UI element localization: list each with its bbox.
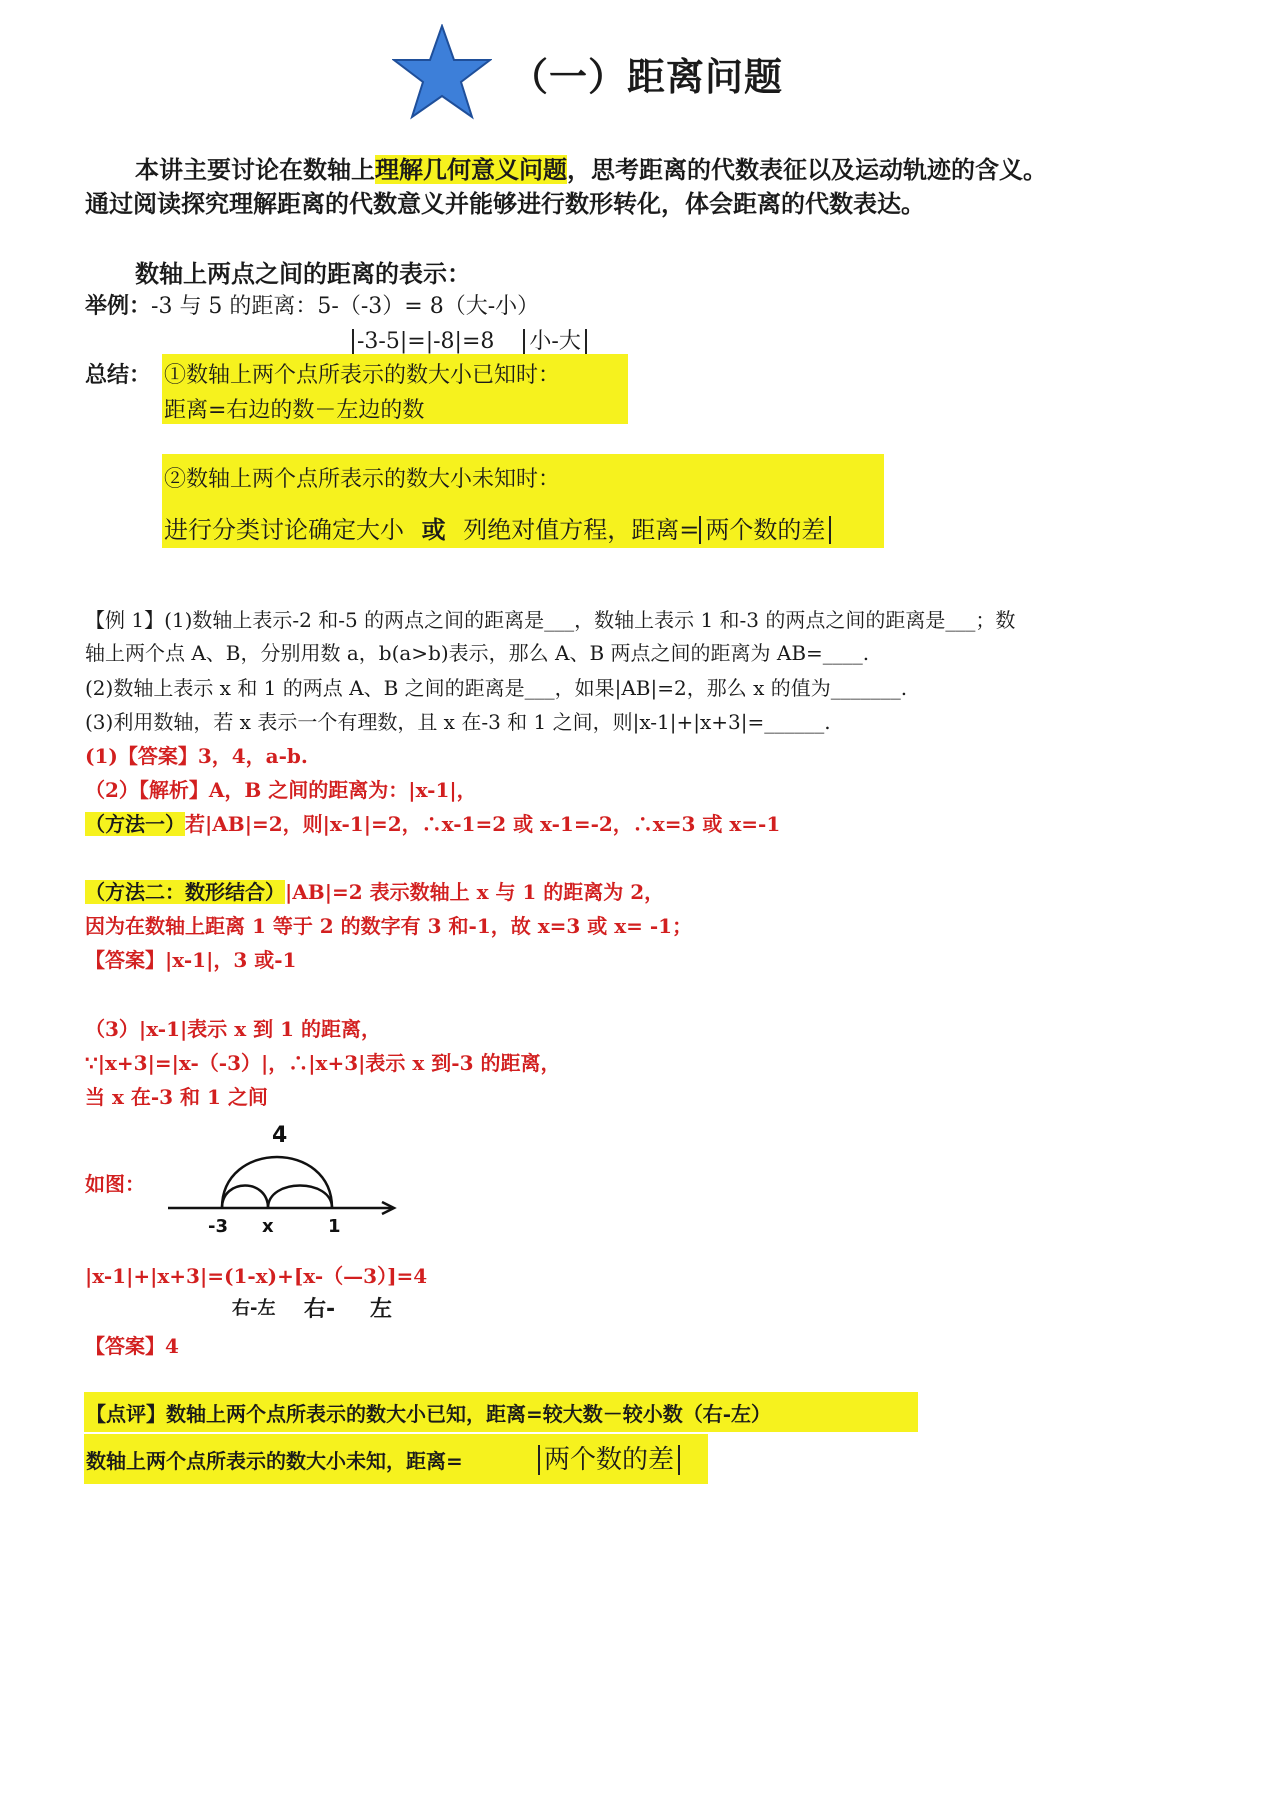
page-title: （一）距离问题 — [510, 54, 784, 99]
summary-2-line-2: 进行分类讨论确定大小 或 列绝对值方程，距离= 两个数的差 — [164, 510, 831, 545]
answer-3: 【答案】4 — [85, 1334, 179, 1358]
big-arc — [222, 1157, 332, 1208]
intro-line-2: 通过阅读探究理解距离的代数意义并能够进行数形转化，体会距离的代数表达。 — [85, 189, 925, 218]
section-heading: 数轴上两点之间的距离的表示： — [135, 259, 471, 288]
method-1: （方法一）若|AB|=2，则|x-1|=2，∴x-1=2 或 x-1=-2，∴x=3 或 x=-1 — [85, 812, 781, 836]
intro-line-1: 本讲主要讨论在数轴上理解几何意义问题，思考距离的代数表征以及运动轨迹的含义。 — [135, 155, 1047, 184]
ex1-q1-line-1: 【例 1】(1)数轴上表示-2 和-5 的两点之间的距离是___，数轴上表示 1 和-3 的两点之间的距离是___；数 — [85, 608, 1016, 632]
fig-label-minus3: -3 — [208, 1216, 228, 1237]
answer-3-line-3: 当 x 在-3 和 1 之间 — [85, 1085, 268, 1109]
left-arc — [222, 1186, 268, 1209]
fig-label-4: 4 — [272, 1123, 288, 1148]
answer-1: (1)【答案】3，4，a-b. — [85, 744, 308, 768]
method-1-label: （方法一） — [85, 812, 185, 836]
answer-3-equation: |x-1|+|x+3|=(1-x)+[x-（—3）]=4 — [85, 1264, 428, 1288]
hand-note-3: 左 — [370, 1297, 393, 1322]
review-line-2: 数轴上两个点所表示的数大小未知，距离= — [86, 1449, 463, 1473]
answer-3-line-1: （3）|x-1|表示 x 到 1 的距离， — [85, 1017, 381, 1041]
method-2: （方法二：数形结合）|AB|=2 表示数轴上 x 与 1 的距离为 2， — [85, 880, 665, 904]
summary-label: 总结： — [85, 362, 152, 388]
summary-2-line-1: ②数轴上两个点所表示的数大小未知时： — [164, 467, 561, 492]
hand-note-2: 右- — [304, 1297, 336, 1322]
review-line-2-box: 两个数的差 — [538, 1439, 680, 1476]
method-2-line-2: 因为在数轴上距离 1 等于 2 的数字有 3 和-1，故 x=3 或 x= -1； — [85, 914, 693, 938]
fig-label-1: 1 — [328, 1216, 341, 1237]
number-line-figure — [160, 1120, 420, 1240]
fig-label-x: x — [262, 1216, 274, 1237]
ex1-q2: (2)数轴上表示 x 和 1 的两点 A、B 之间的距离是___，如果|AB|=2，那么 x 的值为_______. — [85, 676, 908, 700]
answer-2: 【答案】|x-1|，3 或-1 — [85, 948, 297, 972]
intro-highlight: 理解几何意义问题 — [375, 155, 567, 184]
summary-1-line-2: 距离=右边的数－左边的数 — [164, 398, 425, 423]
example-line-1: 举例：-3 与 5 的距离：5-（-3）= 8（大-小） — [85, 293, 540, 319]
right-arc — [268, 1186, 332, 1209]
ex1-q3: (3)利用数轴，若 x 表示一个有理数，且 x 在-3 和 1 之间，则|x-1|+|x+3|=______. — [85, 710, 831, 734]
hand-note-1: 右-左 — [232, 1298, 276, 1319]
summary-1-line-1: ①数轴上两个点所表示的数大小已知时： — [164, 363, 561, 388]
example-line-2: -3-5|=|-8|=8 小-大 — [352, 324, 587, 355]
answer-3-line-2: ∵|x+3|=|x-（-3）|，∴|x+3|表示 x 到-3 的距离， — [85, 1051, 561, 1075]
method-2-label: （方法二：数形结合） — [85, 880, 285, 904]
ex1-q1-line-2: 轴上两个点 A、B，分别用数 a，b(a>b)表示，那么 A、B 两点之间的距离为 AB=____. — [85, 641, 870, 665]
star-icon — [392, 24, 492, 120]
figure-label: 如图： — [85, 1172, 145, 1196]
review-line-1: 【点评】数轴上两个点所表示的数大小已知，距离=较大数－较小数（右-左） — [86, 1402, 772, 1426]
answer-2-head: （2）【解析】A，B 之间的距离为：|x-1|， — [85, 778, 477, 802]
